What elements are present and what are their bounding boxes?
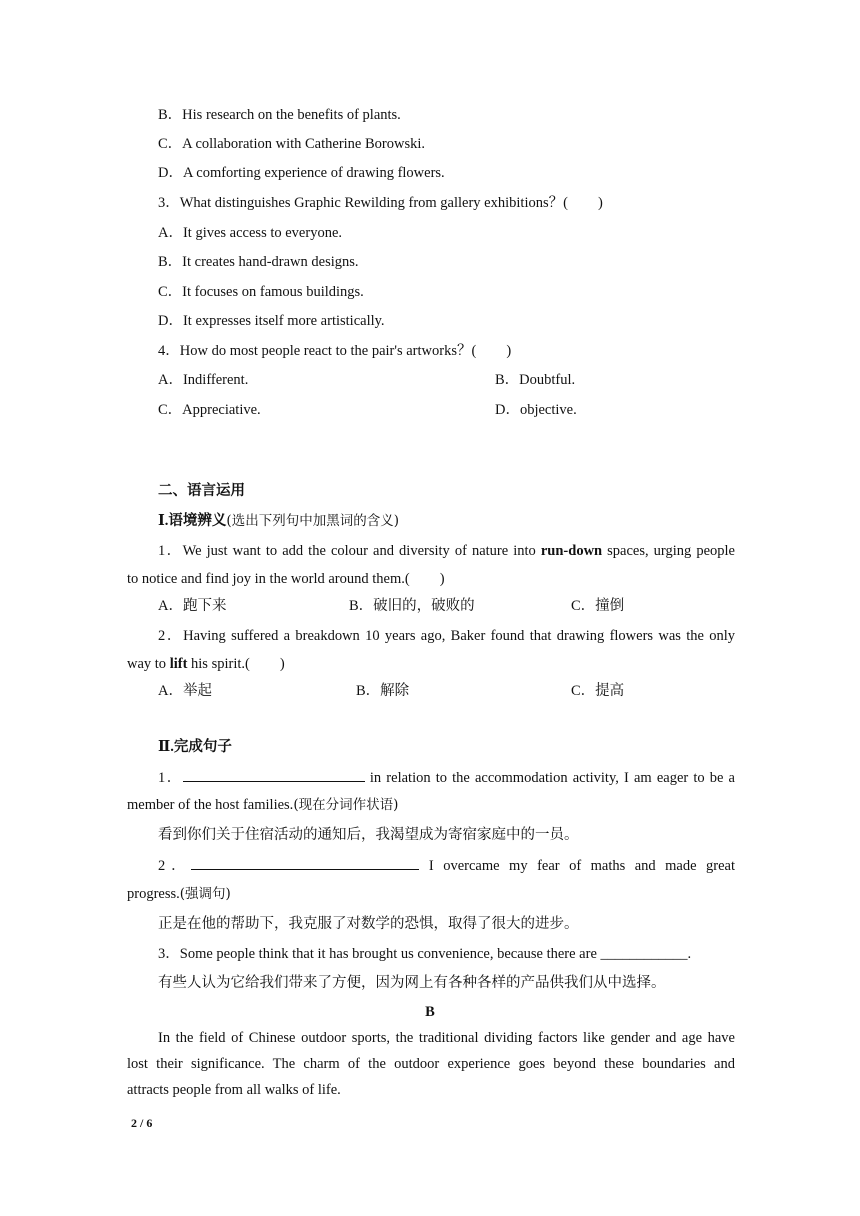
part1-item1-option-c: C．撞倒 [571,598,625,614]
part1-item2-option-c: C．提高 [571,683,625,699]
q3-option-b: B．It creates hand-drawn designs. [158,254,359,270]
part1-item1-keyword: run-down [540,543,603,559]
page-number: 2 / 6 [131,1116,153,1130]
passage-b-line3: attracts people from all walks of life. [127,1082,341,1098]
q4-option-a: A．Indifferent. [158,372,249,388]
part1-item1-line2 [127,569,445,589]
passage-b-label: B [425,1004,435,1020]
q2-option-c: C．A collaboration with Catherine Borowski. [158,136,426,152]
q4-stem-text: 4．How do most people react to the pair's artworks？( [158,343,477,359]
section-heading: 二、语言运用 [158,483,245,499]
q3-option-c: C．It focuses on famous buildings. [158,284,364,300]
part1-item2-keyword: lift [169,656,188,672]
part1-item2-option-a: A．举起 [158,683,212,699]
part1-item2-text: way to [127,656,170,672]
part1-item1-text: 1．We just want to add the colour and diversity of nature into [158,543,541,559]
part2-item2-text: I overcame my fear of maths and made great [419,858,736,874]
part2-item1-cn: 看到你们关于住宿活动的通知后，我渴望成为寄宿家庭中的一员。 [158,827,579,843]
part2-item1-text: in relation to the accommodation activity, I am eager to be a [364,770,735,786]
part1-heading [158,511,399,531]
part1-item2-close: ) [279,656,285,672]
q3-stem-close: ) [597,195,603,211]
part1-item2-option-b: B．解除 [356,683,410,699]
part1-item1-close: ) [439,571,445,587]
q2-option-d: D．A comforting experience of drawing flowers. [158,165,445,181]
part1-item1-line1 [158,541,735,561]
part1-item1-option-b: B．破旧的，破败的 [349,598,475,614]
part2-item1-line1 [158,767,735,788]
q4-option-b: B．Doubtful. [495,372,576,388]
q4-option-d: D．objective. [495,402,577,418]
part1-item2-text2: his spirit.( [187,656,250,672]
q3-stem-text: 3．What distinguishes Graphic Rewilding from gallery exhibitions？( [158,195,568,211]
part2-item2-cn: 正是在他的帮助下，我克服了对数学的恐惧，取得了很大的进步。 [158,916,579,932]
part2-item2-num: 2． [158,858,192,874]
part2-item1-blank[interactable] [183,767,365,782]
passage-b-line1: In the field of Chinese outdoor sports, the traditional dividing factors like gender and age have [158,1030,735,1046]
q3-stem [158,193,603,213]
q3-option-a: A．It gives access to everyone. [158,225,343,241]
part2-item2-hint: (强调句) [179,886,231,902]
q4-option-c: C．Appreciative. [158,402,261,418]
q3-option-d: D．It expresses itself more artistically. [158,313,385,329]
part1-item1-text2: to notice and find joy in the world around them.( [127,571,410,587]
part2-item2-text2: progress. [127,886,180,902]
part1-item1-text-end: spaces, urging people [602,543,735,559]
part2-item1-num: 1． [158,770,183,786]
part1-hint: (选出下列句中加黑词的含义) [226,513,399,529]
part2-item1-hint: (现在分词作状语) [293,797,399,813]
part2-item3-line1: 3．Some people think that it has brought us convenience, because there are ____________. [158,946,692,962]
part1-item2-line2 [127,654,285,674]
part2-item2-line2 [127,884,231,904]
q4-stem [158,341,511,361]
part1-item1-option-a: A．跑下来 [158,598,227,614]
part2-item1-text2: member of the host families. [127,797,294,813]
part2-heading: Ⅱ.完成句子 [158,739,232,755]
part1-title: Ⅰ.语境辨义 [158,513,227,529]
part1-item2-line1: 2．Having suffered a breakdown 10 years ago, Baker found that drawing flowers was the only [158,628,735,644]
part2-item1-line2 [127,795,398,815]
q2-option-b: B．His research on the benefits of plants. [158,107,401,123]
part2-item2-line1 [158,855,735,876]
passage-b-line2: lost their significance. The charm of the outdoor experience goes beyond these boundaries and [127,1056,735,1072]
q4-stem-close: ) [506,343,512,359]
part2-item3-cn: 有些人认为它给我们带来了方便，因为网上有各种各样的产品供我们从中选择。 [158,975,666,991]
part2-item2-blank[interactable] [191,855,419,870]
